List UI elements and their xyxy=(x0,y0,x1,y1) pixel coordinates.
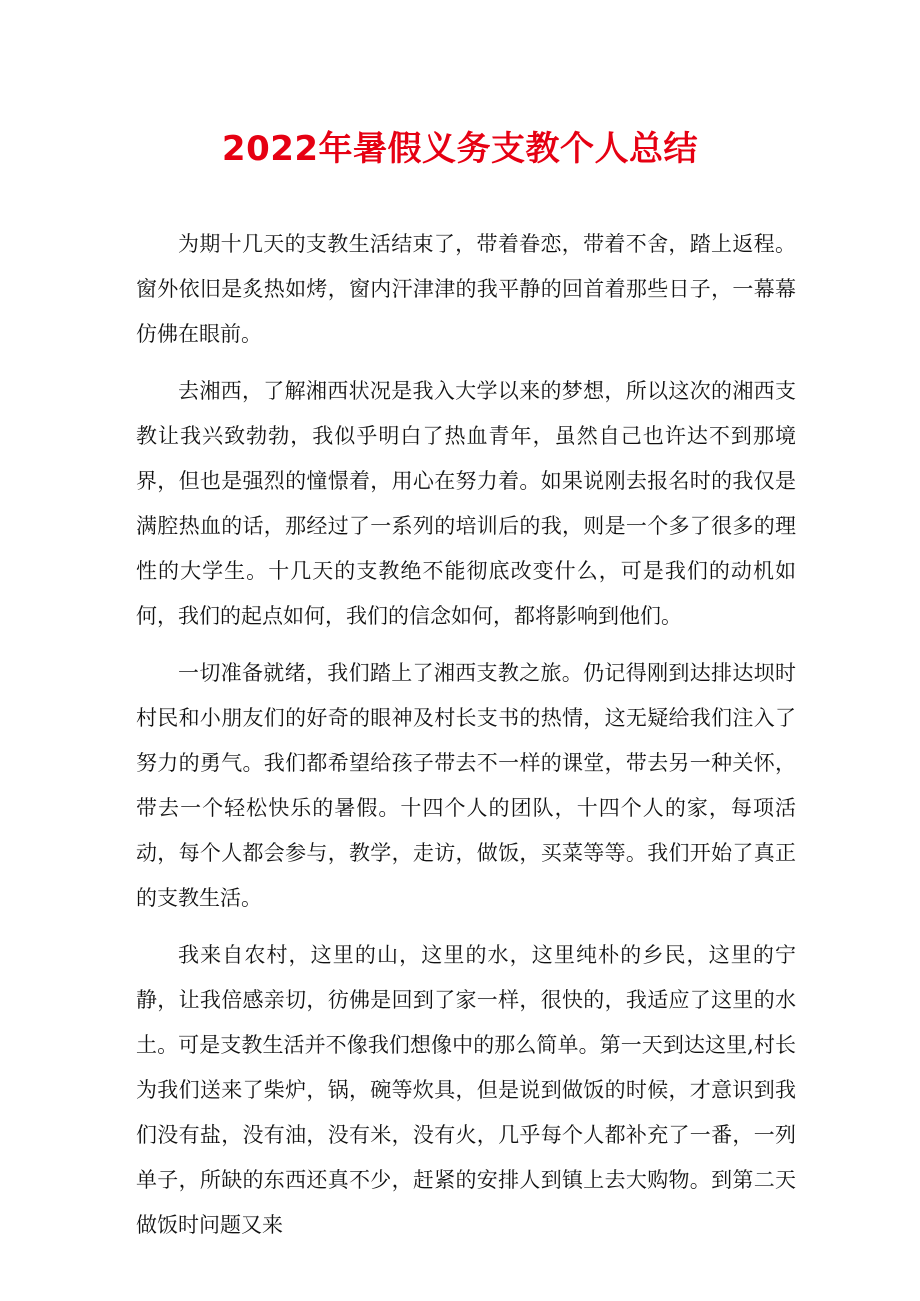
paragraph-1: 为期十几天的支教生活结束了，带着眷恋，带着不舍，踏上返程。窗外依旧是炙热如烤，窗内汗津津的我平静的回首着那些日子，一幕幕仿佛在眼前。 xyxy=(136,232,796,346)
paragraph-4: 我来自农村，这里的山，这里的水，这里纯朴的乡民，这里的宁静，让我倍感亲切，彷佛是回到了家一样，很快的，我适应了这里的水土。可是支教生活并不像我们想像中的那么简单。第一天到达这里,村长为我们送来了柴炉，锅，碗等炊具，但是说到做饭的时候，才意识到我们没有盐，没有油，没有米，没有火，几乎每个人都补充了一番，一列单子，所缺的东西还真不少，赶紧的安排人到镇上去大购物。到第二天做饭时问题又来 xyxy=(136,943,796,1237)
paragraph-3: 一切准备就绪，我们踏上了湘西支教之旅。仍记得刚到达排达坝时村民和小朋友们的好奇的眼神及村长支书的热情，这无疑给我们注入了努力的勇气。我们都希望给孩子带去不一样的课堂，带去另一种关怀，带去一个轻松快乐的暑假。十四个人的团队，十四个人的家，每项活动，每个人都会参与，教学，走访，做饭，买菜等等。我们开始了真正的支教生活。 xyxy=(136,661,796,910)
paragraph-2: 去湘西，了解湘西状况是我入大学以来的梦想，所以这次的湘西支教让我兴致勃勃，我似乎明白了热血青年，虽然自己也许达不到那境界，但也是强烈的憧憬着，用心在努力着。如果说刚去报名时的我仅是满腔热血的话，那经过了一系列的培训后的我，则是一个多了很多的理性的大学生。十几天的支教绝不能彻底改变什么，可是我们的动机如何，我们的起点如何，我们的信念如何，都将影响到他们。 xyxy=(136,379,796,628)
document-title: 2022年暑假义务支教个人总结 xyxy=(221,129,699,169)
document-body xyxy=(136,222,796,1248)
